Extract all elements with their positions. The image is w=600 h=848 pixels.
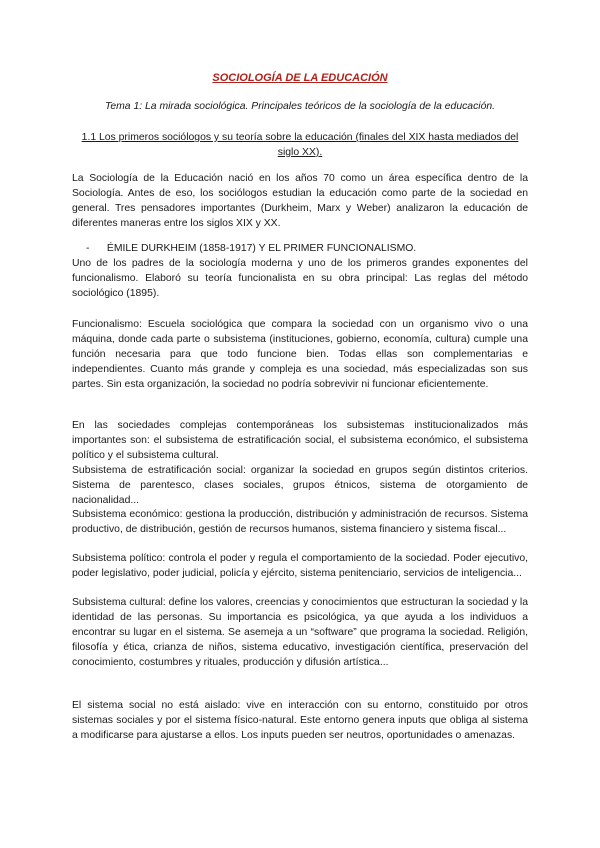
estratificacion-paragraph: Subsistema de estratificación social: organizar la sociedad en grupos según distintos criterios. Sistema de parentesco, clases sociales, grupos étnicos, sistema de otorgamiento de nacionalidad...: [72, 465, 528, 506]
economico-paragraph: Subsistema económico: gestiona la producción, distribución y administración de recursos. Sistema productivo, de distribución, gestión de recursos humanos, sistema financiero y sistema fiscal...: [72, 509, 528, 535]
document-subtitle: Tema 1: La mirada sociológica. Principales teóricos de la sociología de la educación.: [104, 101, 496, 112]
intro-paragraph: La Sociología de la Educación nació en los años 70 como un área específica dentro de la Sociología. Antes de eso, los sociólogos estudian la educación como parte de la sociedad en general. Tres pensadores importantes (Durkheim, Marx y Weber) analizaron la educación de diferentes maneras entre los siglos XIX y XX.: [72, 173, 528, 229]
sistema-social-paragraph: El sistema social no está aislado: vive en interacción con su entorno, constituido por otros sistemas sociales y por el sistema físico-natural. Este entorno genera inputs que obliga al sistema a modificarse para ajustarse a ellos. Los inputs pueden ser neutros, oportunidades o amenazas.: [72, 700, 528, 741]
section-heading: 1.1 Los primeros sociólogos y su teoría sobre la educación (finales del XIX hasta mediados del siglo XX).: [81, 132, 519, 158]
subsistemas-paragraph: En las sociedades complejas contemporáneas los subsistemas institucionalizados más importantes son: el subsistema de estratificación social, el subsistema económico, el subsistema político y el subsistema cultural.: [72, 420, 528, 461]
bullet-marker: -: [86, 243, 90, 254]
funcionalismo-paragraph: Funcionalismo: Escuela sociológica que compara la sociedad con un organismo vivo o una máquina, donde cada parte o subsistema (instituciones, gobierno, economía, cultura) cumple una función necesaria para que todo funcione bien. Todas ellas son complementarias e independientes. Cuanto más grande y compleja es una sociedad, más especializadas son sus partes. Sin esta organización, la sociedad no podría sobrevivir ni funcionar eficientemente.: [72, 319, 528, 390]
document-title: SOCIOLOGÍA DE LA EDUCACIÓN: [212, 72, 388, 84]
durkheim-paragraph: Uno de los padres de la sociología moderna y uno de los primeros grandes exponentes del funcionalismo. Elaboró su teoría funcionalista en su obra principal: Las reglas del método sociológico (1895).: [72, 258, 528, 299]
durkheim-bullet: [72, 241, 528, 256]
bullet-text: ÉMILE DURKHEIM (1858-1917) Y EL PRIMER FUNCIONALISMO.: [106, 243, 417, 254]
cultural-paragraph: Subsistema cultural: define los valores, creencias y conocimientos que estructuran la sociedad y la identidad de las personas. Su importancia es psicológica, ya que ayuda a los individuos a encontrar su lugar en el sistema. Se asemeja a un “software” que programa la sociedad. Religión, filosofía y ética, crianza de niños, sistema educativo, investigación científica, preservación del conocimiento, costumbres y rituales, producción y difusión artística...: [72, 597, 528, 668]
politico-paragraph: Subsistema político: controla el poder y regula el comportamiento de la sociedad. Poder ejecutivo, poder legislativo, poder judicial, policía y ejército, sistema penitenciario, servicios de inteligencia...: [72, 553, 528, 579]
